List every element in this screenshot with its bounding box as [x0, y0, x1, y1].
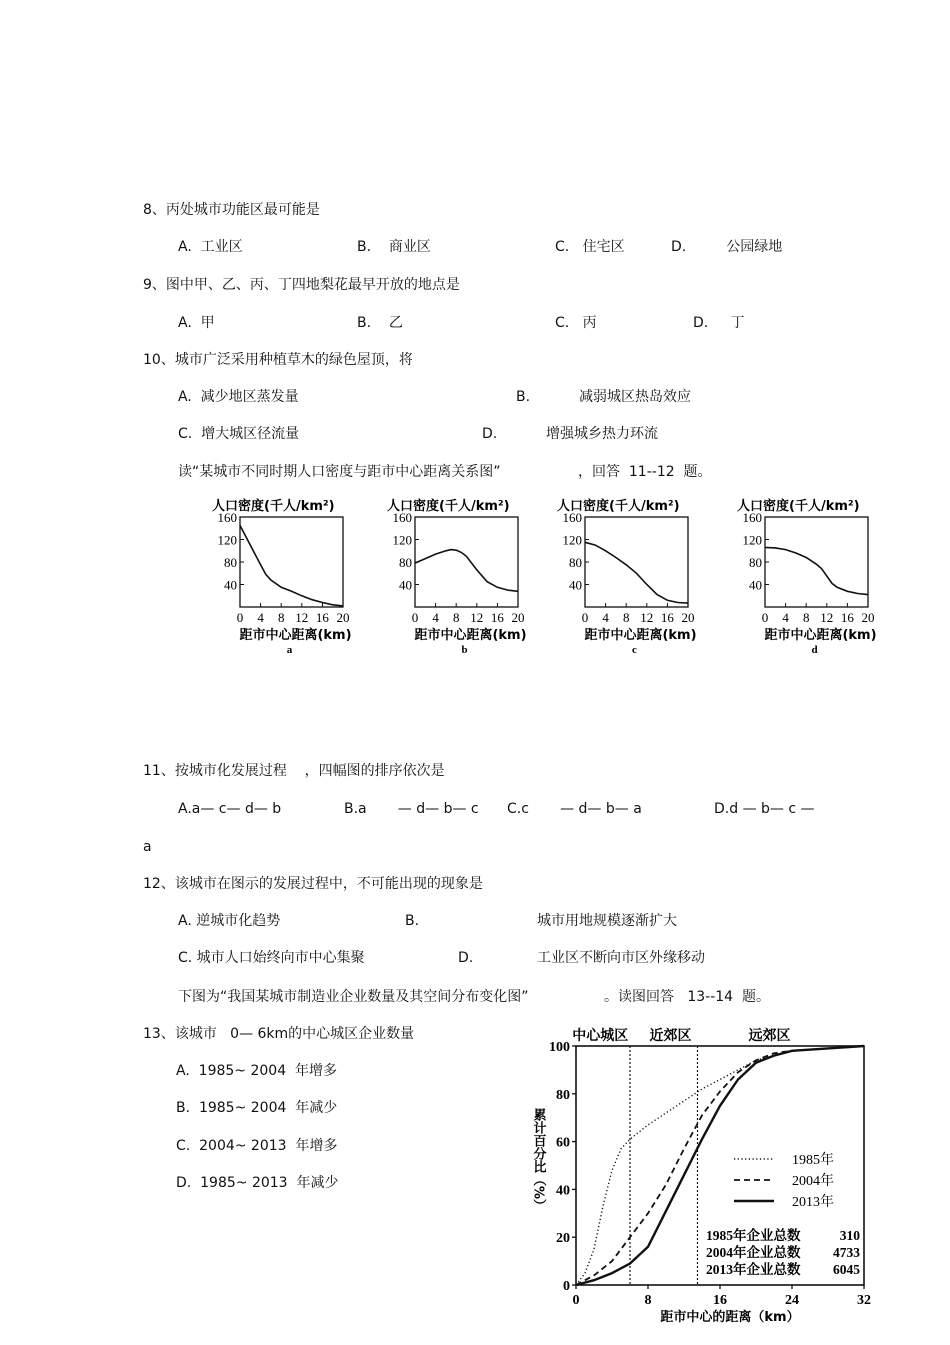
question-10-option-c: C. 增大城区径流量: [178, 426, 300, 442]
x-tick-label: 0: [572, 1293, 580, 1308]
x-tick-label: 16: [840, 610, 854, 625]
panel-label: b: [461, 644, 468, 656]
y-tick-label: 0: [563, 1279, 570, 1294]
panel-label: a: [286, 644, 293, 656]
x-tick-label: 0: [761, 610, 769, 625]
x-tick-label: 4: [257, 610, 264, 625]
x-tick-label: 4: [602, 610, 609, 625]
y-tick-label: 120: [562, 532, 582, 548]
x-tick-label: 0: [411, 610, 419, 625]
question-8-option-b: B. 商业区: [357, 239, 431, 255]
question-9-option-d: D. 丁: [693, 315, 745, 331]
chart-ylabel: 累计百分比（%）: [530, 1108, 546, 1213]
y-tick-label: 40: [556, 1183, 570, 1199]
plot-frame: [765, 517, 868, 607]
question-10-option-a: A. 减少地区蒸发量: [178, 389, 299, 405]
question-13-option-d: D. 1985~ 2013 年减少: [176, 1175, 339, 1191]
chart-xlabel: 距市中心的距离（km）: [660, 1310, 800, 1325]
legend-label: 2004年: [792, 1174, 834, 1189]
question-12-option-d-letter: D.: [458, 950, 474, 966]
y-tick-label: 120: [742, 532, 762, 548]
y-tick-label: 80: [224, 555, 237, 570]
question-12-option-a: A. 逆城市化趋势: [178, 913, 281, 929]
question-11-option-d-wrap: a: [143, 839, 152, 855]
reading-instruction-2-tail: 。读图回答 13--14 题。: [604, 989, 770, 1005]
x-tick-label: 8: [277, 610, 285, 625]
question-9-option-b: B. 乙: [357, 315, 403, 331]
question-9-stem: 9、图中甲、乙、丙、丁四地梨花最早开放的地点是: [143, 277, 460, 293]
panel-label: c: [632, 644, 637, 656]
y-tick-label: 160: [217, 510, 237, 525]
question-8-option-a: A. 工业区: [178, 239, 243, 255]
question-8-stem: 8、丙处城市功能区最可能是: [143, 202, 320, 218]
question-11-option-c: C.c — d— b— a: [507, 801, 642, 817]
chart-ylabel: 人口密度(千人/km²): [387, 499, 510, 514]
question-12-option-c: C. 城市人口始终向市中心集聚: [178, 950, 365, 966]
question-11-option-a: A.a— c— d— b: [178, 801, 282, 817]
y-tick-label: 40: [224, 577, 237, 593]
question-13-option-c: C. 2004~ 2013 年增多: [176, 1138, 338, 1154]
chart-ylabel: 人口密度(千人/km²): [212, 499, 335, 514]
x-tick-label: 20: [336, 610, 350, 625]
y-tick-label: 160: [562, 510, 582, 525]
y-tick-label: 20: [556, 1231, 570, 1247]
question-9-option-c: C. 丙: [555, 315, 597, 331]
question-11-option-d: D.d — b— c —: [714, 801, 815, 817]
x-tick-label: 0: [581, 610, 589, 625]
x-tick-label: 16: [490, 610, 504, 625]
question-9-option-a: A. 甲: [178, 315, 215, 331]
enterprise-distribution-chart: [520, 1020, 880, 1330]
y-tick-label: 80: [569, 555, 582, 570]
legend-label: 2013年: [792, 1195, 834, 1210]
question-8-option-c: C. 住宅区: [555, 239, 625, 255]
x-tick-label: 16: [713, 1293, 727, 1308]
x-tick-label: 20: [861, 610, 875, 625]
panel-label: d: [811, 644, 818, 656]
x-tick-label: 8: [644, 1293, 652, 1308]
x-tick-label: 4: [432, 610, 439, 625]
chart-xlabel: 距市中心距离(km): [239, 628, 352, 643]
total-value: 4733: [833, 1245, 860, 1260]
y-tick-label: 40: [399, 577, 412, 593]
y-tick-label: 120: [392, 532, 412, 548]
x-tick-label: 12: [820, 610, 834, 625]
chart-xlabel: 距市中心距离(km): [414, 628, 527, 643]
density-curve: [765, 547, 868, 594]
question-12-option-b-letter: B.: [405, 913, 420, 929]
total-value: 310: [839, 1228, 860, 1243]
zone-label: 中心城区: [572, 1028, 629, 1044]
x-tick-label: 20: [511, 610, 525, 625]
reading-instruction-1-tail: ，回答 11--12 题。: [578, 464, 712, 480]
x-tick-label: 8: [622, 610, 630, 625]
x-tick-label: 32: [857, 1293, 871, 1308]
x-tick-label: 0: [236, 610, 244, 625]
y-tick-label: 160: [742, 510, 762, 525]
population-density-chart-a: [200, 490, 370, 660]
question-11-option-b: B.a — d— b— c: [344, 801, 479, 817]
question-10-option-d-letter: D.: [482, 426, 498, 442]
question-13-option-b: B. 1985~ 2004 年减少: [176, 1100, 338, 1116]
plot-frame: [415, 517, 518, 607]
zone-label: 远郊区: [748, 1028, 791, 1044]
question-12-stem: 12、该城市在图示的发展过程中，不可能出现的现象是: [143, 876, 483, 892]
chart-xlabel: 距市中心距离(km): [584, 628, 697, 643]
y-tick-label: 160: [392, 510, 412, 525]
chart-xlabel: 距市中心距离(km): [764, 628, 877, 643]
zone-label: 近郊区: [649, 1028, 692, 1044]
x-tick-label: 20: [681, 610, 695, 625]
total-label: 2004年企业总数: [706, 1245, 801, 1260]
density-curve: [240, 525, 343, 606]
question-10-option-d-text: 增强城乡热力环流: [546, 426, 658, 442]
x-tick-label: 12: [295, 610, 309, 625]
population-density-chart-d: [725, 490, 895, 660]
plot-frame: [585, 517, 688, 607]
y-tick-label: 120: [217, 532, 237, 548]
question-10-option-b-text: 减弱城区热岛效应: [579, 389, 691, 405]
x-tick-label: 8: [452, 610, 460, 625]
y-tick-label: 80: [556, 1087, 570, 1103]
x-tick-label: 12: [470, 610, 484, 625]
question-12-option-d-text: 工业区不断向市区外缘移动: [537, 950, 705, 966]
reading-instruction-2: 下图为“我国某城市制造业企业数量及其空间分布变化图”: [178, 989, 529, 1005]
question-10-option-b-letter: B.: [516, 389, 531, 405]
x-tick-label: 4: [782, 610, 789, 625]
question-10-stem: 10、城市广泛采用种植草木的绿色屋顶，将: [143, 352, 413, 368]
density-curve: [585, 542, 688, 603]
total-value: 6045: [833, 1262, 860, 1277]
y-tick-label: 80: [749, 555, 762, 570]
question-13-option-a: A. 1985~ 2004 年增多: [176, 1063, 338, 1079]
question-11-stem: 11、按城市化发展过程 ，四幅图的排序依次是: [143, 763, 445, 779]
density-curve: [415, 550, 518, 592]
y-tick-label: 60: [556, 1135, 570, 1151]
population-density-chart-b: [375, 490, 545, 660]
total-label: 2013年企业总数: [706, 1262, 801, 1277]
population-density-chart-c: [545, 490, 715, 660]
question-13-stem: 13、该城市 0— 6km的中心城区企业数量: [143, 1026, 415, 1042]
plot-frame: [240, 517, 343, 607]
question-8-option-d: D. 公园绿地: [671, 239, 783, 255]
x-tick-label: 16: [315, 610, 329, 625]
total-label: 1985年企业总数: [706, 1228, 801, 1243]
legend-label: 1985年: [792, 1153, 834, 1168]
chart-ylabel: 人口密度(千人/km²): [737, 499, 860, 514]
reading-instruction-1: 读“某城市不同时期人口密度与距市中心距离关系图”: [178, 464, 501, 480]
y-tick-label: 40: [749, 577, 762, 593]
x-tick-label: 16: [660, 610, 674, 625]
question-12-option-b-text: 城市用地规模逐渐扩大: [537, 913, 677, 929]
x-tick-label: 24: [785, 1293, 799, 1308]
y-tick-label: 80: [399, 555, 412, 570]
y-tick-label: 100: [549, 1040, 570, 1055]
x-tick-label: 8: [802, 610, 810, 625]
x-tick-label: 12: [640, 610, 654, 625]
y-tick-label: 40: [569, 577, 582, 593]
chart-ylabel: 人口密度(千人/km²): [557, 499, 680, 514]
